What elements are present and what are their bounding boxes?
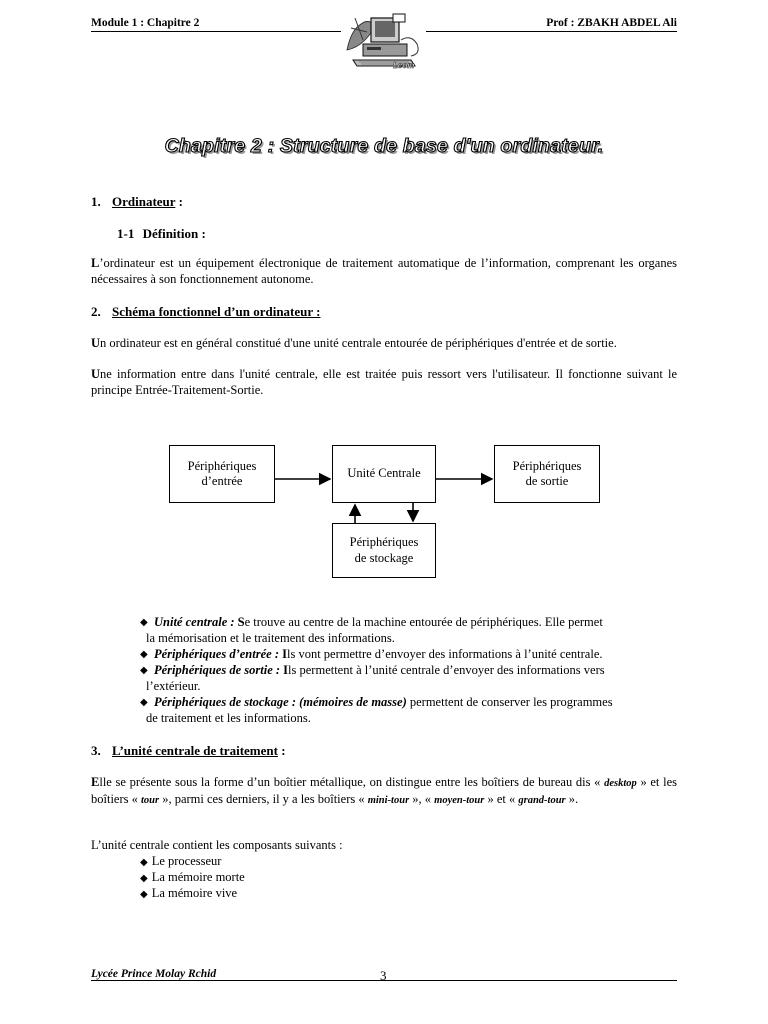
case-text-b: » et les boîtiers «	[91, 775, 677, 806]
quote: «	[508, 791, 519, 806]
storage-devices-label-1: Périphériques	[349, 535, 419, 549]
section-3-title: L’unité centrale de traitement	[112, 743, 278, 758]
subsection-title: Définition :	[142, 226, 206, 241]
term-grand-tour: grand-tour	[518, 794, 566, 806]
bullet-term: Périphériques d’entrée :	[154, 647, 279, 661]
bullet-term: Unité centrale :	[154, 615, 235, 629]
case-text-d: », «	[409, 791, 435, 806]
footer-page-number: 3	[380, 968, 387, 983]
bullet-central-unit	[140, 615, 677, 646]
section-3-number: 3.	[91, 743, 101, 758]
section-1-number: 1.	[91, 194, 101, 209]
section-2-number: 2.	[91, 304, 101, 319]
diamond-bullet-icon: ◆	[140, 873, 148, 884]
header-author: Prof : ZBAKH ABDEL Ali	[546, 17, 677, 29]
footer-school: Lycée Prince Molay Rchid	[91, 968, 217, 980]
central-unit-label: Unité Centrale	[347, 466, 421, 481]
dropcap: L	[91, 256, 100, 270]
dropcap: U	[91, 336, 101, 350]
output-devices-label-1: Périphériques	[512, 458, 582, 473]
component-label: La mémoire morte	[151, 870, 245, 884]
bullet-text: permettent de conserver les programmes	[406, 695, 613, 709]
case-paragraph	[91, 775, 677, 808]
bullet-storage-devices	[140, 695, 677, 726]
case-text-c: », parmi ces derniers, il y a les boîtiers «	[159, 791, 368, 806]
bullet-continuation: l’extérieur.	[146, 678, 201, 693]
bullet-text: e trouve au centre de la machine entourée de périphériques. Elle permet	[244, 615, 603, 629]
case-text-g: ».	[565, 791, 579, 806]
bullet-text: ls vont permettre d’envoyer des informations à l’unité centrale.	[286, 647, 603, 661]
dropcap: S	[234, 615, 245, 629]
schema-text-2: ne information entre dans l'unité centrale, elle est traitée puis ressort vers l'utilisateur. Il fonctionne suivant le principe Entrée-Traitement-Sortie.	[91, 367, 677, 397]
component-label: La mémoire vive	[151, 886, 238, 900]
section-3-heading	[91, 743, 286, 759]
subsection-number: 1-1	[117, 226, 135, 241]
input-devices-label-1: Périphériques	[187, 458, 257, 473]
bullet-term: Périphériques de stockage : (mémoires de masse)	[154, 695, 407, 709]
section-1-title: Ordinateur	[112, 194, 176, 209]
components-intro: L’unité centrale contient les composants suivants :	[91, 838, 343, 852]
diamond-bullet-icon: ◆	[140, 697, 148, 708]
chapter-title: Chapitre 2 : Structure de base d'un ordinateur.	[164, 135, 604, 157]
footer-rule	[91, 980, 677, 981]
section-3-suffix: :	[277, 743, 286, 758]
bullet-term: Périphériques de sortie :	[154, 663, 281, 677]
bullet-output-devices	[140, 663, 677, 694]
diamond-bullet-icon: ◆	[140, 857, 148, 868]
storage-devices-label-2: de stockage	[354, 550, 414, 565]
bullet-text: ls permettent à l’unité centrale d’envoyer des informations vers	[288, 663, 605, 677]
bullet-continuation: la mémorisation et le traitement des informations.	[146, 630, 395, 645]
dropcap: I	[278, 647, 287, 661]
dropcap: I	[280, 663, 289, 677]
section-1-suffix: :	[175, 194, 183, 209]
input-devices-label-2: d’entrée	[201, 474, 243, 488]
term-desktop: desktop	[604, 778, 637, 789]
header-module: Module 1 : Chapitre 2	[91, 17, 200, 29]
diamond-bullet-icon: ◆	[140, 665, 148, 676]
case-text-e: » et	[484, 791, 506, 806]
term-tour: tour	[141, 794, 160, 806]
component-label: Le processeur	[151, 854, 222, 868]
bullet-continuation: de traitement et les informations.	[146, 710, 311, 725]
component-item	[140, 886, 237, 903]
bullet-input-devices	[140, 647, 677, 663]
diamond-bullet-icon: ◆	[140, 617, 148, 628]
component-item	[140, 854, 221, 871]
dropcap: U	[91, 367, 101, 381]
logo-caption: Lcom	[393, 61, 415, 70]
output-devices-label-2: de sortie	[525, 474, 569, 488]
diamond-bullet-icon: ◆	[140, 889, 148, 900]
schema-text-1: n ordinateur est en général constitué d'une unité centrale entourée de périphériques d'entrée et de sortie.	[100, 336, 617, 350]
term-moyen-tour: moyen-tour	[434, 794, 485, 806]
term-mini-tour: mini-tour	[367, 794, 410, 806]
case-text-a: lle se présente sous la forme d’un boîtier métallique, on distingue entre les boîtiers de bureau dis	[99, 775, 591, 789]
dropcap: E	[91, 775, 100, 789]
quote: «	[594, 775, 605, 789]
component-item	[140, 870, 245, 887]
diamond-bullet-icon: ◆	[140, 649, 148, 660]
definition-text: ’ordinateur est un équipement électronique de traitement automatique de l’information, comprenant les organes nécessaires à son fonctionnement autonome.	[91, 256, 677, 286]
section-2-title: Schéma fonctionnel d’un ordinateur :	[112, 304, 321, 319]
